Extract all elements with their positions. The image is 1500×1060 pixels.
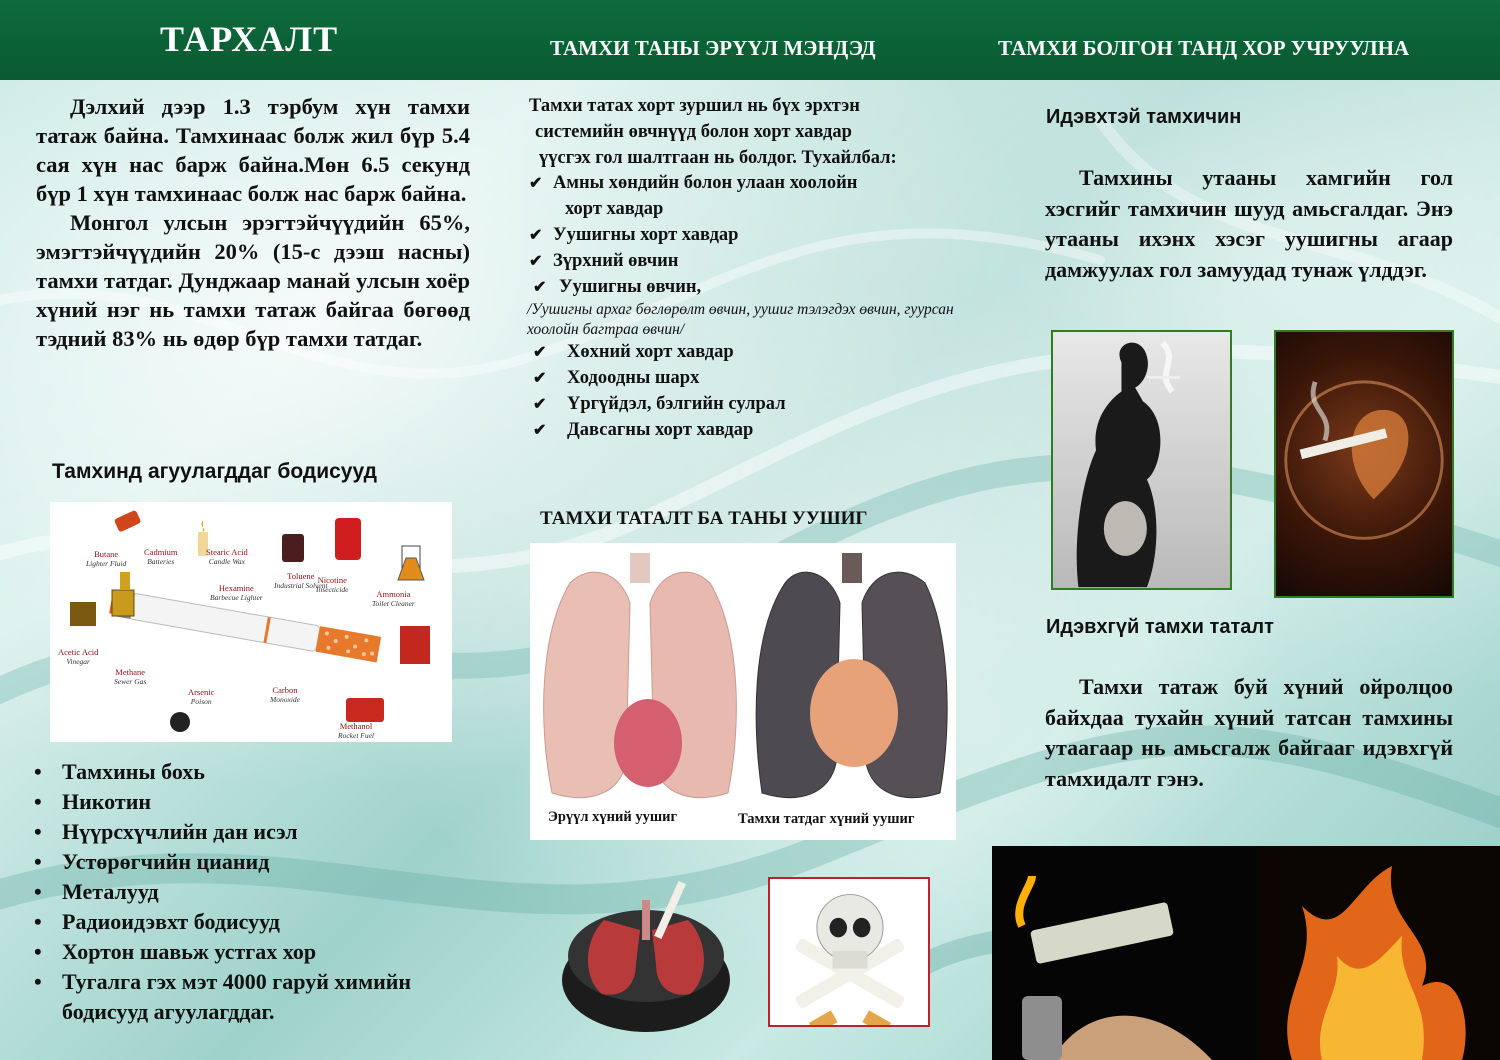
label-carbon: Carbon Monoxide (270, 685, 300, 704)
label-ammonia: Ammonia Toilet Cleaner (372, 589, 415, 608)
header-right-title: ТАМХИ БОЛГОН ТАНД ХОР УЧРУУЛНА (998, 36, 1410, 60)
label-arsenic: Arsenic Poison (188, 687, 215, 706)
list-item: • Радиоидэвхт бодисууд (34, 907, 474, 937)
substances-list (34, 757, 474, 1027)
statistics-paragraph-1: Дэлхий дээр 1.3 тэрбум хүн тамхи татаж байна. Тамхинаас болж жил бүр 5.4 сая хүн нас барж байна.Мөн 6.5 секунд бүр 1 хүн тамхинаас болж нас барж байна. (36, 94, 470, 206)
diseases-list (527, 171, 997, 443)
burning-money-image (992, 846, 1500, 1060)
list-item-note: /Уушигны архаг бөглөрөлт өвчин, уушиг тэлэгдэх өвчин, гуурсан хоолойн багтраа өвчин/ (527, 301, 954, 339)
check-icon: ✔ (533, 278, 547, 296)
check-icon: ✔ (533, 421, 547, 439)
header-middle-title: ТАМХИ ТАНЫ ЭРҮҮЛ МЭНДЭД (550, 36, 876, 60)
list-item: • Хортон шавьж устгах хор (34, 937, 474, 967)
label-butane: Butane Lighter Fluid (86, 549, 127, 568)
check-icon: ✔ (529, 175, 543, 193)
cigarette-illustration (50, 502, 452, 742)
label-stearic-acid: Stearic Acid Candle Wax (206, 547, 248, 566)
label-acetic-acid: Acetic Acid Vinegar (58, 647, 99, 666)
cigarette-chemicals-diagram (50, 502, 452, 742)
diseases-intro: Тамхи татах хорт зуршил нь бүх эрхтэн системийн өвчнүүд болон хорт хавдар үүсгэх гол шалтгаан нь болдог. Тухайлбал: (529, 96, 897, 168)
list-item: ✔ Ходоодны шарх (527, 366, 997, 392)
label-toluene: Toluene Industrial Solvent (274, 571, 328, 590)
list-item: • Тамхины бохь (34, 757, 474, 787)
passive-smoking-title: Идэвхгүй тамхи таталт (1046, 616, 1274, 638)
label-hexamine: Hexamine Barbecue Lighter (210, 583, 263, 602)
statistics-text (36, 92, 470, 353)
healthy-lungs (544, 553, 737, 798)
label-methanol: Methanol Rocket Fuel (338, 721, 375, 740)
diseases-section (527, 94, 997, 444)
active-smoker-title: Идэвхтэй тамхичин (1046, 106, 1242, 128)
substances-title: Тамхинд агуулагддаг бодисууд (52, 460, 377, 483)
list-item: ✔ Уушигны хорт хавдар (527, 223, 997, 249)
lungs-title: ТАМХИ ТАТАЛТ БА ТАНЫ УУШИГ (540, 508, 868, 529)
label-nicotine: Nicotine Insecticide (316, 575, 349, 594)
ashtray-lungs-image (556, 860, 736, 1040)
passive-smoking-text: Тамхи татаж буй хүний ойролцоо байхдаа тухайн хүний татсан тамхины утаагаар нь амьсгалж байгааг идэвхгүй тамхидалт гэнэ. (1045, 674, 1453, 791)
list-item: ✔ Зүрхний өвчин (527, 249, 997, 275)
smoker-lungs-caption: Тамхи татдаг хүний уушиг (738, 811, 915, 827)
list-item: • Тугалга гэх мэт 4000 гаруй химийн бодисууд агуулагддаг. (34, 967, 474, 1027)
header-bar (0, 0, 1500, 80)
pregnant-smoker-image (1051, 330, 1232, 590)
statistics-paragraph-2: Монгол улсын эрэгтэйчүүдийн 65%, эмэгтэйчүүдийн 20% (15-с дээш насны) тамхи татдаг. Дунджаар манай улсын хоёр хүний нэг нь тамхи татаж байгаа бөгөөд тэдний 83% нь өдөр бүр тамхи татдаг. (36, 210, 470, 351)
list-item: • Никотин (34, 787, 474, 817)
check-icon: ✔ (533, 370, 547, 388)
check-icon: ✔ (533, 344, 547, 362)
list-item: • Металууд (34, 877, 474, 907)
header-title: ТАРХАЛТ (160, 19, 339, 59)
list-item: ✔ Үргүйдэл, бэлгийн сулрал (527, 392, 997, 418)
list-item: ✔ Давсагны хорт хавдар (527, 418, 997, 444)
lungs-comparison-image (530, 543, 956, 840)
list-item: ✔ Амны хөндийн болон улаан хоолойн хорт хавдар (529, 173, 858, 220)
smoker-lungs (756, 553, 947, 798)
label-methane: Methane Sewer Gas (114, 667, 147, 686)
list-item: • Нүүрсхүчлийн дан исэл (34, 817, 474, 847)
check-icon: ✔ (529, 226, 543, 244)
list-item: ✔ Хөхний хорт хавдар (527, 340, 997, 366)
list-item: • Устөрөгчийн цианид (34, 847, 474, 877)
check-icon: ✔ (529, 252, 543, 270)
healthy-lungs-caption: Эрүүл хүний уушиг (548, 809, 678, 825)
label-cadmium: Cadmium Batteries (144, 547, 178, 566)
fetus-smoke-image (1274, 330, 1454, 598)
active-smoker-text: Тамхины утааны хамгийн гол хэсгийг тамхичин шууд амьсгалдаг. Энэ утааны ихэнх хэсэг уушигны агаар дамжуулах гол замуудад тунаж үлддэг. (1045, 165, 1453, 282)
check-icon: ✔ (533, 395, 547, 413)
list-item: ✔ Уушигны өвчин, (527, 275, 997, 301)
skull-warning-image (768, 877, 930, 1027)
